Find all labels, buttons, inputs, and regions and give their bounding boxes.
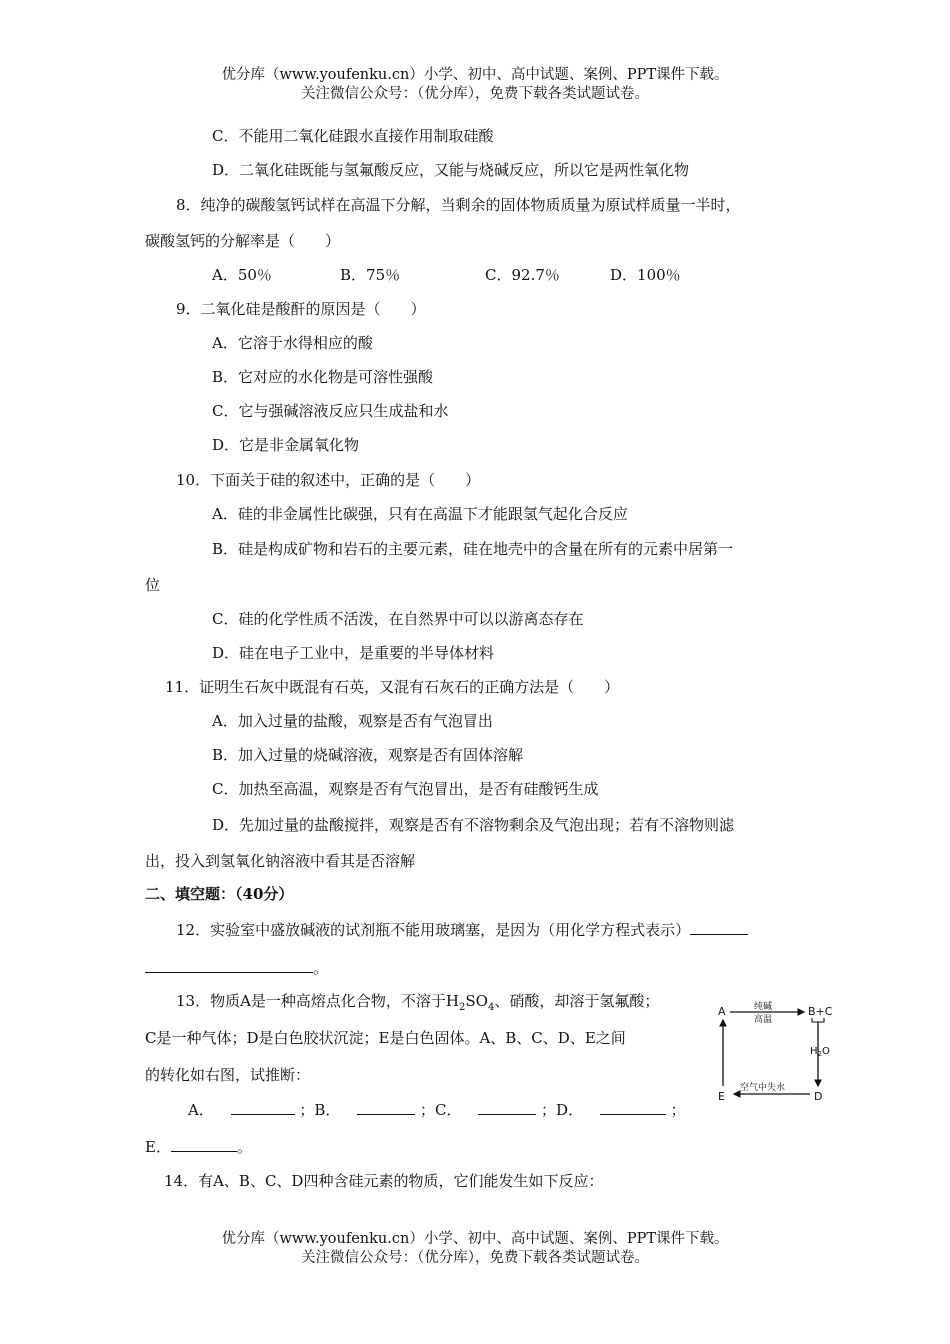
q13-end: 。: [236, 1138, 252, 1156]
section-2-title: 二、填空题：（40分）: [145, 885, 294, 903]
q13-answer-row-2: [145, 1135, 252, 1158]
q13-semicolon: ；: [670, 1101, 686, 1119]
q11-option-b: B．加入过量的烧碱溶液，观察是否有固体溶解: [212, 746, 524, 764]
q13-stem-part-2: SO: [465, 992, 488, 1010]
q13-blank-b[interactable]: [357, 1098, 415, 1115]
q9-option-a: A．它溶于水得相应的酸: [212, 334, 373, 352]
q9-stem: 9．二氧化硅是酸酐的原因是（ ）: [176, 300, 426, 318]
transformation-diagram: [716, 998, 838, 1108]
condition-soda-ash: 纯碱: [754, 1002, 773, 1012]
page-header: [0, 66, 950, 104]
page-footer: [0, 1230, 950, 1268]
q13-label-a: A．: [188, 1101, 214, 1119]
q13-blank-e[interactable]: [171, 1135, 237, 1152]
node-a: A: [718, 1005, 726, 1018]
q13-stem-part-1: 13．物质A是一种高熔点化合物，不溶于H: [176, 992, 460, 1010]
q13-blank-d[interactable]: [600, 1098, 666, 1115]
q13-stem-part-3: 、硝酸，却溶于氢氟酸；: [494, 992, 660, 1010]
q12-answer-blank-2[interactable]: [145, 956, 313, 973]
q12-end: 。: [313, 959, 329, 977]
q11-stem: 11．证明生石灰中既混有石英，又混有石灰石的正确方法是（ ）: [165, 678, 620, 696]
node-e: E: [718, 1090, 725, 1103]
bracket-b: [812, 1018, 824, 1022]
q13-stem-line-3: 的转化如右图，试推断：: [145, 1066, 311, 1084]
q7-option-c: C．不能用二氧化硅跟水直接作用制取硅酸: [212, 127, 494, 145]
q12-answer-blank-1[interactable]: [690, 918, 748, 935]
header-line-2: 关注微信公众号：（优分库），免费下载各类试题试卷。: [301, 86, 649, 102]
q12-stem: 12．实验室中盛放碱液的试剂瓶不能用玻璃塞，是因为（用化学方程式表示）: [176, 921, 691, 939]
q10-option-b-line-1: B．硅是构成矿物和岩石的主要元素，硅在地壳中的含量在所有的元素中居第一: [212, 540, 734, 558]
q13-label-d: ；D．: [541, 1101, 584, 1119]
q13-label-e: E．: [145, 1138, 171, 1156]
q13-answer-row: [188, 1098, 686, 1121]
q14-stem: 14．有A、B、C、D四种含硅元素的物质，它们能发生如下反应：: [164, 1172, 604, 1190]
q9-option-c: C．它与强碱溶液反应只生成盐和水: [212, 402, 449, 420]
q10-option-b-line-2: 位: [145, 576, 161, 594]
q7-option-d: D．二氧化硅既能与氢氟酸反应，又能与烧碱反应，所以它是两性氧化物: [212, 161, 690, 179]
q10-option-a: A．硅的非金属性比碳强，只有在高温下才能跟氢气起化合反应: [212, 505, 628, 523]
q12-stem-line: [176, 918, 748, 941]
footer-line-1: 优分库（www.youfenku.cn）小学、初中、高中试题、案例、PPT课件下载。: [221, 1231, 729, 1247]
q8-option-b: B．75％: [340, 266, 401, 284]
q11-option-a: A．加入过量的盐酸，观察是否有气泡冒出: [212, 712, 493, 730]
q8-stem-line-1: 8．纯净的碳酸氢钙试样在高温下分解，当剩余的固体物质质量为原试样质量一半时，: [176, 196, 741, 214]
q10-stem: 10．下面关于硅的叙述中，正确的是（ ）: [176, 471, 481, 489]
q10-option-d: D．硅在电子工业中，是重要的半导体材料: [212, 644, 495, 662]
q11-option-d-line-1: D．先加过量的盐酸搅拌，观察是否有不溶物剩余及气泡出现；若有不溶物则滤: [212, 816, 735, 834]
q10-option-c: C．硅的化学性质不活泼，在自然界中可以以游离态存在: [212, 610, 584, 628]
q13-label-b: ；B．: [299, 1101, 341, 1119]
q11-option-d-line-2: 出，投入到氢氧化钠溶液中看其是否溶解: [145, 852, 416, 870]
q12-answer-line: [145, 956, 328, 979]
node-b-plus-c: B+C: [808, 1005, 833, 1018]
q13-stem-line-2: C是一种气体；D是白色胶状沉淀；E是白色固体。A、B、C、D、E之间: [145, 1029, 626, 1047]
q13-blank-c[interactable]: [478, 1098, 536, 1115]
q13-blank-a[interactable]: [231, 1098, 295, 1115]
header-line-1: 优分库（www.youfenku.cn）小学、初中、高中试题、案例、PPT课件下载。: [221, 67, 729, 83]
condition-lose-water: 空气中失水: [740, 1083, 786, 1093]
q8-option-d: D．100％: [610, 266, 681, 284]
q13-label-c: ；C．: [420, 1101, 462, 1119]
q8-stem-line-2: 碳酸氢钙的分解率是（ ）: [145, 232, 341, 250]
condition-water: $H_2O$: [810, 1046, 830, 1058]
q13-subscript-2: 2: [459, 1002, 466, 1013]
q8-option-a: A．50％: [212, 266, 272, 284]
q13-stem-line-1: [176, 990, 659, 1019]
q8-option-c: C．92.7％: [485, 266, 560, 284]
q9-option-d: D．它是非金属氧化物: [212, 436, 360, 454]
q11-option-c: C．加热至高温，观察是否有气泡冒出，是否有硅酸钙生成: [212, 780, 599, 798]
node-d: D: [814, 1090, 823, 1103]
q13-subscript-4: 4: [487, 1002, 495, 1013]
q9-option-b: B．它对应的水化物是可溶性强酸: [212, 368, 434, 386]
condition-high-temp: 高温: [754, 1015, 773, 1025]
footer-line-2: 关注微信公众号：（优分库），免费下载各类试题试卷。: [301, 1250, 649, 1266]
